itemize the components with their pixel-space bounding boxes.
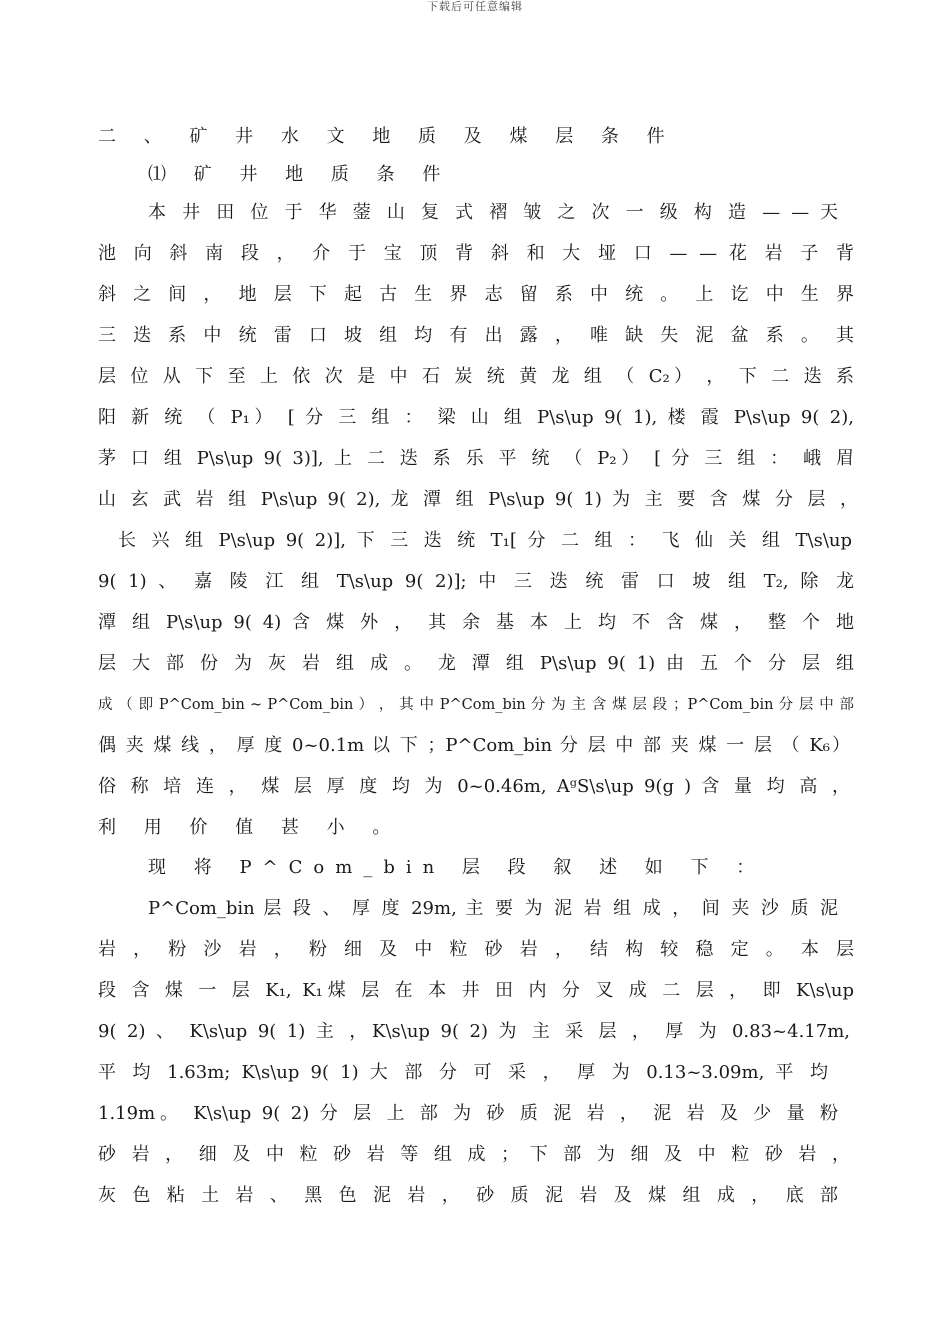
body-line: 9( 1) 、 嘉 陵 江 组 T\s\up 9( 2)]; 中 三 迭 统 雷 口 坡 组 T₂, 除 龙: [98, 571, 854, 592]
page-header: 下载后可任意编辑: [427, 0, 523, 13]
body-line: 砂 岩 ， 细 及 中 粒 砂 岩 等 组 成 ； 下 部 为 细 及 中 粒 砂 岩 ，: [98, 1144, 850, 1165]
body-line: 阳 新 统 （ P₁） [ 分 三 组 ： 梁 山 组 P\s\up 9( 1), 楼 霞 P\s\up 9( 2),: [98, 407, 854, 428]
body-line: 平 均 1.63m; K\s\up 9( 1) 大 部 分 可 采 ， 厚 为 0.13~3.09m, 平 均: [98, 1062, 828, 1083]
body-line: 斜 之 间 ， 地 层 下 起 古 生 界 志 留 系 中 统 。 上 讫 中 生 界: [98, 284, 854, 305]
body-line: 段 含 煤 一 层 K₁, K₁煤 层 在 本 井 田 内 分 叉 成 二 层 ， 即 K\s\up: [98, 980, 854, 1001]
body-line: 本 井 田 位 于 华 蓥 山 复 式 褶 皱 之 次 一 级 构 造 — — 天: [148, 202, 838, 223]
body-line: 偶 夹 煤 线 ， 厚 度 0~0.1m 以 下 ；P^Com_bin 分 层 中 部 夹 煤 一 层 （ K₆）: [98, 735, 850, 756]
body-line: 9( 2) 、 K\s\up 9( 1) 主 ，K\s\up 9( 2) 为 主 采 层 ， 厚 为 0.83~4.17m,: [98, 1021, 850, 1042]
body-line: P^Com_bin 层 段 、 厚 度 29m, 主 要 为 泥 岩 组 成 ， 间 夹 沙 质 泥: [148, 898, 838, 919]
body-line: 1.19m。 K\s\up 9( 2) 分 层 上 部 为 砂 质 泥 岩 ， 泥 岩 及 少 量 粉: [98, 1103, 838, 1124]
body-line: 灰 色 粘 土 岩 、 黑 色 泥 岩 ， 砂 质 泥 岩 及 煤 组 成 ， 底 部: [98, 1185, 838, 1206]
body-line: 现 将 P^Com_bin 层 段 叙 述 如 下 ：: [148, 857, 766, 878]
body-line: 茅 口 组 P\s\up 9( 3)], 上 二 迭 系 乐 平 统 （ P₂） [ 分 三 组 ： 峨 眉: [98, 448, 854, 469]
section-heading: 二 、 矿 井 水 文 地 质 及 煤 层 条 件: [98, 126, 676, 147]
body-line: 成 （ 即 P^Com_bin ~ P^Com_bin ） ， 其 中 P^Com_bin 分 为 主 含 煤 层 段 ；P^Com_bin 分 层 中 部: [98, 697, 854, 713]
subsection-heading: ⑴ 矿 井 地 质 条 件: [148, 164, 452, 185]
body-line: 潭 组 P\s\up 9( 4) 含 煤 外 ， 其 余 基 本 上 均 不 含 煤 ， 整 个 地: [98, 612, 854, 633]
body-line: 山 玄 武 岩 组 P\s\up 9( 2), 龙 潭 组 P\s\up 9( 1) 为 主 要 含 煤 分 层 ，: [98, 489, 858, 510]
body-line: 层 位 从 下 至 上 依 次 是 中 石 炭 统 黄 龙 组 （ C₂） ， 下 二 迭 系: [98, 366, 854, 387]
body-line: 层 大 部 份 为 灰 岩 组 成 。 龙 潭 组 P\s\up 9( 1) 由 五 个 分 层 组: [98, 653, 854, 674]
body-line: 利 用 价 值 甚 小 。: [98, 817, 402, 838]
body-line: 俗 称 培 连 ， 煤 层 厚 度 均 为 0~0.46m, AᵍS\s\up 9(g ) 含 量 均 高 ，: [98, 776, 850, 797]
body-line: 池 向 斜 南 段 ， 介 于 宝 顶 背 斜 和 大 垭 口 — — 花 岩 子 背: [98, 243, 854, 264]
body-line: 岩 ， 粉 沙 岩 ， 粉 细 及 中 粒 砂 岩 ， 结 构 较 稳 定 。 本 层: [98, 939, 854, 960]
body-line: 三 迭 系 中 统 雷 口 坡 组 均 有 出 露 ， 唯 缺 失 泥 盆 系 。 其: [98, 325, 854, 346]
body-line: 长 兴 组 P\s\up 9( 2)], 下 三 迭 统 T₁[ 分 二 组 ： 飞 仙 关 组 T\s\up: [118, 530, 852, 551]
